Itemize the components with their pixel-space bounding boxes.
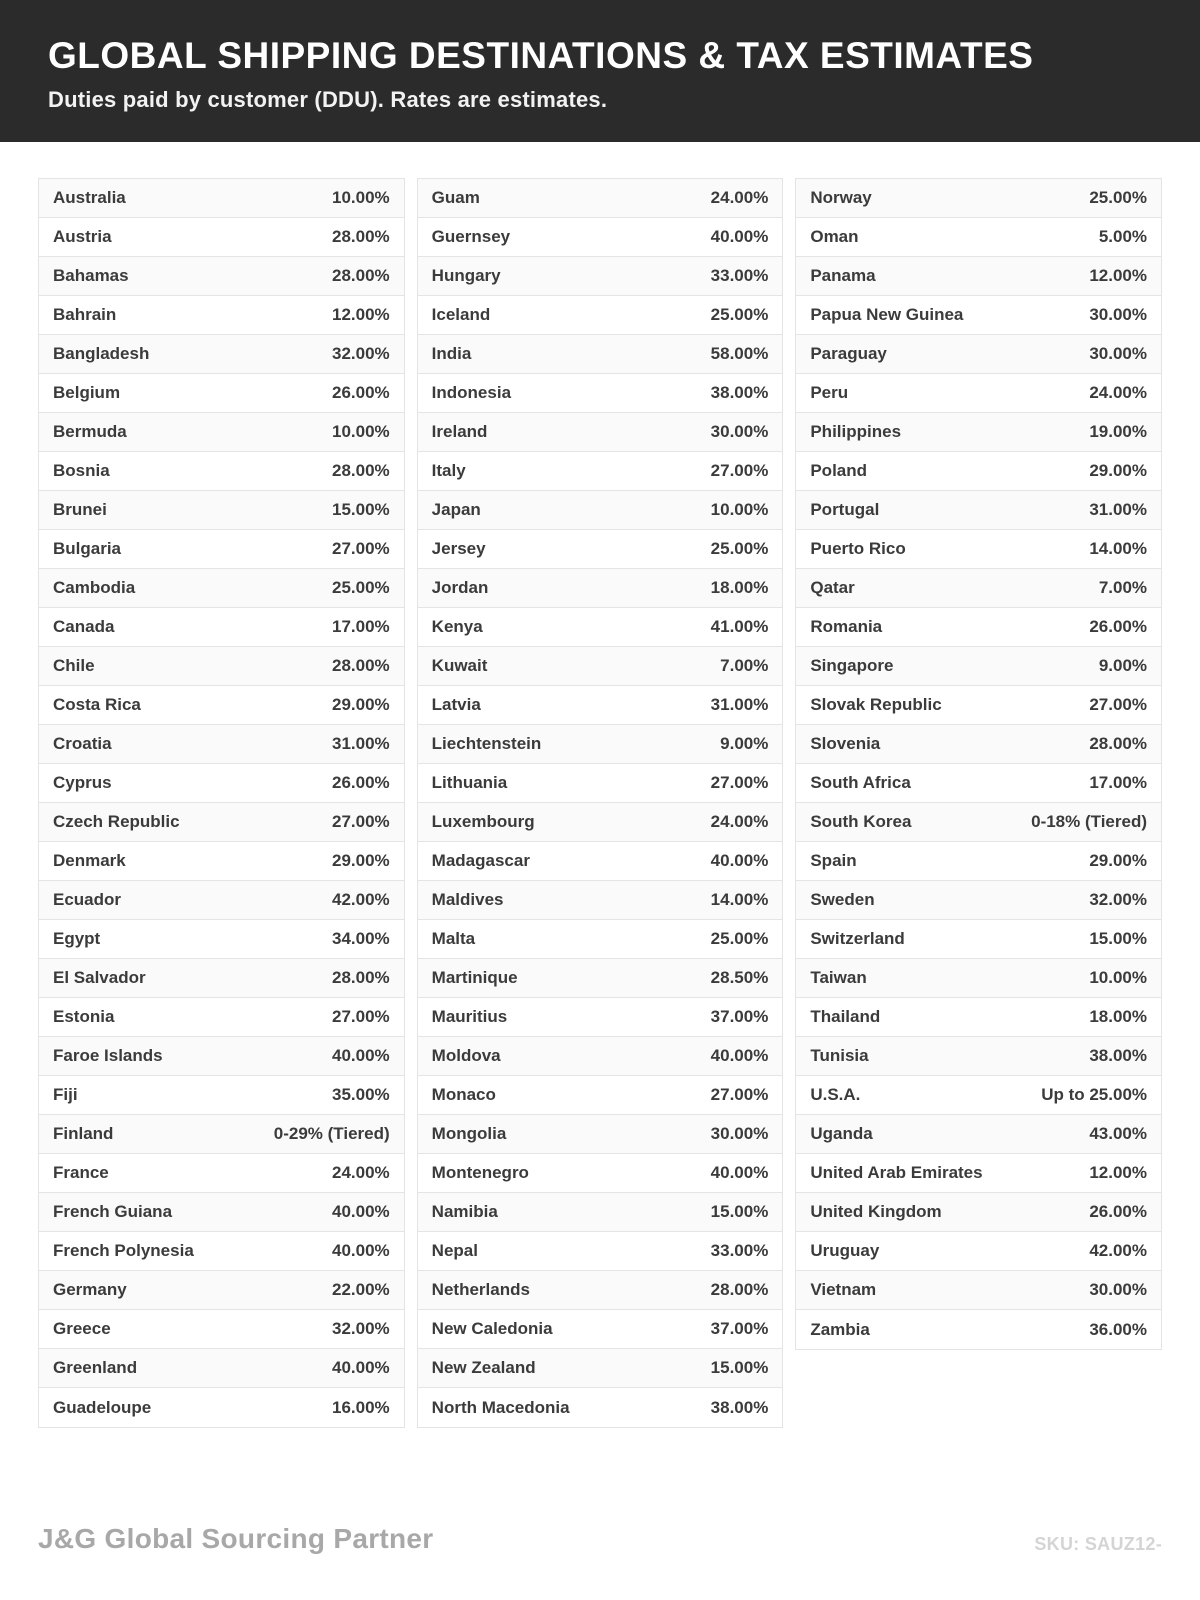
- table-row: [39, 647, 404, 686]
- tax-rate: 35.00%: [332, 1085, 390, 1104]
- table-row: [39, 803, 404, 842]
- tax-rate: 30.00%: [1089, 344, 1148, 363]
- table-row: [39, 335, 404, 374]
- table-row: [796, 491, 1161, 530]
- country-name: Madagascar: [431, 851, 530, 870]
- country-name: Mongolia: [431, 1124, 507, 1143]
- tax-rate: 25.00%: [1089, 188, 1148, 207]
- country-name: Bosnia: [53, 461, 110, 480]
- table-row: [418, 257, 783, 296]
- country-name: Montenegro: [431, 1163, 529, 1182]
- table-row: [796, 803, 1161, 842]
- tax-rate: 12.00%: [1089, 1163, 1148, 1182]
- tax-rate: 40.00%: [332, 1241, 390, 1260]
- table-row: [418, 959, 783, 998]
- tax-rate: 27.00%: [332, 1007, 390, 1026]
- table-row: [39, 452, 404, 491]
- country-name: Croatia: [53, 734, 112, 753]
- table-row: [796, 452, 1161, 491]
- tax-rate: 26.00%: [1089, 617, 1148, 636]
- table-row: [796, 374, 1161, 413]
- table-row: [39, 764, 404, 803]
- country-name: Portugal: [810, 500, 880, 519]
- tax-rate: 24.00%: [1089, 383, 1148, 402]
- country-name: Mauritius: [431, 1007, 508, 1026]
- table-row: [796, 569, 1161, 608]
- country-name: United Arab Emirates: [810, 1163, 983, 1182]
- tax-rate: 40.00%: [710, 227, 769, 246]
- tax-rate: 28.50%: [710, 968, 769, 987]
- country-name: India: [431, 344, 472, 363]
- country-name: Cyprus: [53, 773, 112, 792]
- tax-rate: 30.00%: [710, 1124, 769, 1143]
- table-row: [796, 764, 1161, 803]
- tax-rate: 14.00%: [710, 890, 769, 909]
- table-row: [418, 530, 783, 569]
- tax-rate: 29.00%: [1089, 851, 1148, 870]
- page-subtitle: Duties paid by customer (DDU). Rates are estimates.: [48, 86, 608, 112]
- tax-rate: 27.00%: [332, 812, 390, 831]
- tax-rate: 25.00%: [710, 305, 769, 324]
- country-name: Sweden: [810, 890, 875, 909]
- table-row: [39, 1076, 404, 1115]
- table-row: [418, 1076, 783, 1115]
- country-name: Netherlands: [431, 1280, 530, 1299]
- table-row: [39, 998, 404, 1037]
- country-name: Costa Rica: [53, 695, 141, 714]
- table-row: [418, 569, 783, 608]
- tax-rate: 12.00%: [1089, 266, 1148, 285]
- table-row: [418, 920, 783, 959]
- country-name: French Polynesia: [53, 1241, 194, 1260]
- table-row: [39, 1349, 404, 1388]
- table-row: [418, 374, 783, 413]
- country-name: Australia: [53, 188, 126, 207]
- country-name: Jordan: [431, 578, 489, 597]
- table-row: [796, 686, 1161, 725]
- country-name: Malta: [431, 929, 476, 948]
- table-row: [39, 179, 404, 218]
- table-row: [39, 491, 404, 530]
- tax-rate: 27.00%: [1089, 695, 1148, 714]
- country-name: Estonia: [53, 1007, 115, 1026]
- country-name: El Salvador: [53, 968, 146, 987]
- country-name: Iceland: [431, 305, 491, 324]
- country-name: Norway: [810, 188, 872, 207]
- country-name: Namibia: [431, 1202, 498, 1221]
- country-name: Bermuda: [53, 422, 127, 441]
- country-name: Lithuania: [431, 773, 508, 792]
- rate-table-column-1: [38, 178, 405, 1428]
- country-name: Vietnam: [810, 1280, 877, 1299]
- tax-rate: 15.00%: [710, 1202, 769, 1221]
- tax-rate: 40.00%: [332, 1046, 390, 1065]
- country-name: Guam: [431, 188, 480, 207]
- table-row: [39, 569, 404, 608]
- table-row: [418, 413, 783, 452]
- country-name: Peru: [810, 383, 849, 402]
- table-row: [796, 218, 1161, 257]
- tax-rate: 29.00%: [332, 695, 390, 714]
- table-row: [39, 920, 404, 959]
- tax-rate: 38.00%: [1089, 1046, 1148, 1065]
- table-row: [418, 218, 783, 257]
- table-row: [418, 335, 783, 374]
- tax-rate: 27.00%: [332, 539, 390, 558]
- tax-rate: 27.00%: [710, 1085, 769, 1104]
- tax-rate: 30.00%: [1089, 305, 1148, 324]
- country-name: Kuwait: [431, 656, 488, 675]
- country-name: Denmark: [53, 851, 126, 870]
- tax-rate: 58.00%: [710, 344, 769, 363]
- table-row: [418, 1193, 783, 1232]
- country-name: Ecuador: [53, 890, 122, 909]
- tax-rate: 24.00%: [332, 1163, 390, 1182]
- table-row: [418, 647, 783, 686]
- table-row: [796, 725, 1161, 764]
- table-row: [418, 1232, 783, 1271]
- tax-rate: 5.00%: [1098, 227, 1148, 246]
- tax-rate: 36.00%: [1089, 1319, 1148, 1339]
- tax-rate: 7.00%: [1098, 578, 1148, 597]
- country-name: Romania: [810, 617, 883, 636]
- tax-rate: 18.00%: [710, 578, 769, 597]
- table-row: [796, 1310, 1161, 1349]
- country-name: Greece: [53, 1319, 111, 1338]
- tax-rate: 10.00%: [710, 500, 769, 519]
- country-name: Martinique: [431, 968, 518, 987]
- country-name: Bahrain: [53, 305, 117, 324]
- country-name: Bulgaria: [53, 539, 122, 558]
- table-row: [796, 998, 1161, 1037]
- country-name: South Africa: [810, 773, 911, 792]
- tax-rate: 40.00%: [332, 1358, 390, 1377]
- country-name: Papua New Guinea: [810, 305, 964, 324]
- country-name: Poland: [810, 461, 868, 480]
- country-name: Singapore: [810, 656, 894, 675]
- tax-rate: 22.00%: [332, 1280, 390, 1299]
- country-name: Ireland: [431, 422, 488, 441]
- country-name: French Guiana: [53, 1202, 173, 1221]
- table-row: [39, 1271, 404, 1310]
- tax-rate: 31.00%: [710, 695, 769, 714]
- country-name: Philippines: [810, 422, 902, 441]
- table-row: [39, 1310, 404, 1349]
- tax-rate: 40.00%: [710, 1163, 769, 1182]
- tax-rate: 41.00%: [710, 617, 769, 636]
- country-name: United Kingdom: [810, 1202, 942, 1221]
- table-row: [39, 257, 404, 296]
- country-name: North Macedonia: [431, 1397, 570, 1417]
- tax-rate: 26.00%: [332, 773, 390, 792]
- table-row: [39, 686, 404, 725]
- tax-rate: 28.00%: [710, 1280, 769, 1299]
- tax-rate: 40.00%: [710, 1046, 769, 1065]
- table-row: [796, 842, 1161, 881]
- tax-rate: 19.00%: [1089, 422, 1148, 441]
- country-name: Germany: [53, 1280, 127, 1299]
- table-row: [39, 218, 404, 257]
- tax-rate: 30.00%: [710, 422, 769, 441]
- tax-rate: 25.00%: [332, 578, 390, 597]
- tax-rate: 24.00%: [710, 188, 769, 207]
- tax-rate: 10.00%: [332, 422, 390, 441]
- country-name: Japan: [431, 500, 481, 519]
- tax-rate: 38.00%: [710, 383, 769, 402]
- country-name: Kenya: [431, 617, 483, 636]
- table-row: [39, 413, 404, 452]
- table-row: [796, 1271, 1161, 1310]
- country-name: Monaco: [431, 1085, 496, 1104]
- country-name: Nepal: [431, 1241, 478, 1260]
- table-row: [39, 1232, 404, 1271]
- country-name: Jersey: [431, 539, 486, 558]
- tax-rate: 18.00%: [1089, 1007, 1148, 1026]
- tax-rate: 32.00%: [1089, 890, 1148, 909]
- tax-rate: 17.00%: [1089, 773, 1148, 792]
- tax-rate: 28.00%: [332, 656, 390, 675]
- country-name: Brunei: [53, 500, 107, 519]
- tax-rate: 32.00%: [332, 1319, 390, 1338]
- tax-rate: 12.00%: [332, 305, 390, 324]
- table-row: [796, 179, 1161, 218]
- tax-rate: 7.00%: [720, 656, 769, 675]
- table-row: [39, 1037, 404, 1076]
- table-row: [39, 1388, 404, 1427]
- table-row: [418, 1388, 783, 1427]
- country-name: Fiji: [53, 1085, 78, 1104]
- table-row: [796, 1232, 1161, 1271]
- tax-rate: 40.00%: [710, 851, 769, 870]
- table-row: [39, 1154, 404, 1193]
- country-name: France: [53, 1163, 109, 1182]
- country-name: Slovenia: [810, 734, 881, 753]
- country-name: Oman: [810, 227, 859, 246]
- tax-rate: 28.00%: [1089, 734, 1148, 753]
- table-row: [418, 998, 783, 1037]
- table-row: [796, 1154, 1161, 1193]
- tax-rate: 25.00%: [710, 929, 769, 948]
- table-row: [418, 764, 783, 803]
- table-row: [39, 530, 404, 569]
- tax-rate: 10.00%: [1089, 968, 1148, 987]
- country-name: Spain: [810, 851, 857, 870]
- tax-rate: 30.00%: [1089, 1280, 1148, 1299]
- table-row: [796, 608, 1161, 647]
- table-row: [796, 1115, 1161, 1154]
- tax-rate: 25.00%: [710, 539, 769, 558]
- country-name: Paraguay: [810, 344, 887, 363]
- country-name: Guernsey: [431, 227, 511, 246]
- tax-rate: 43.00%: [1089, 1124, 1148, 1143]
- table-row: [418, 491, 783, 530]
- tax-rate: 31.00%: [1089, 500, 1148, 519]
- country-name: Panama: [810, 266, 876, 285]
- table-row: [39, 959, 404, 998]
- table-row: [39, 1193, 404, 1232]
- country-name: Maldives: [431, 890, 504, 909]
- tax-rate: 38.00%: [710, 1397, 769, 1417]
- country-name: Puerto Rico: [810, 539, 906, 558]
- tax-rate: 9.00%: [720, 734, 769, 753]
- country-name: Taiwan: [810, 968, 867, 987]
- table-row: [418, 725, 783, 764]
- table-row: [796, 530, 1161, 569]
- table-row: [418, 1271, 783, 1310]
- table-row: [418, 608, 783, 647]
- table-row: [39, 881, 404, 920]
- sku-label: SKU: SAUZ12-: [1034, 1534, 1162, 1554]
- tax-rate: 33.00%: [710, 266, 769, 285]
- page-footer: [38, 1523, 1162, 1555]
- tax-rate: 17.00%: [332, 617, 390, 636]
- table-row: [418, 686, 783, 725]
- table-row: [796, 257, 1161, 296]
- table-row: [796, 335, 1161, 374]
- tax-rate: 16.00%: [332, 1397, 390, 1417]
- tax-rate: 33.00%: [710, 1241, 769, 1260]
- tax-rate: 28.00%: [332, 227, 390, 246]
- tax-rate: 27.00%: [710, 461, 769, 480]
- table-row: [418, 1037, 783, 1076]
- country-name: Liechtenstein: [431, 734, 542, 753]
- table-row: [418, 803, 783, 842]
- tax-rate: 0-18% (Tiered): [1031, 812, 1148, 831]
- country-name: Latvia: [431, 695, 481, 714]
- tax-rate: 40.00%: [332, 1202, 390, 1221]
- table-row: [796, 296, 1161, 335]
- tax-rate: 37.00%: [710, 1007, 769, 1026]
- country-name: Austria: [53, 227, 112, 246]
- table-row: [418, 842, 783, 881]
- country-name: Cambodia: [53, 578, 136, 597]
- country-name: Switzerland: [810, 929, 905, 948]
- tax-rate: 14.00%: [1089, 539, 1148, 558]
- country-name: Slovak Republic: [810, 695, 942, 714]
- tax-rate: 34.00%: [332, 929, 390, 948]
- table-row: [39, 374, 404, 413]
- rate-table-column-2: [417, 178, 784, 1428]
- tax-rate: 28.00%: [332, 461, 390, 480]
- country-name: Belgium: [53, 383, 121, 402]
- country-name: New Zealand: [431, 1358, 536, 1377]
- country-name: Bangladesh: [53, 344, 150, 363]
- tax-rate: 29.00%: [332, 851, 390, 870]
- rate-table-column-3: [795, 178, 1162, 1350]
- country-name: Luxembourg: [431, 812, 535, 831]
- tax-rate: 15.00%: [332, 500, 390, 519]
- country-name: Zambia: [810, 1319, 870, 1339]
- table-row: [796, 413, 1161, 452]
- tax-rate: 15.00%: [1089, 929, 1148, 948]
- country-name: Egypt: [53, 929, 101, 948]
- tax-rate: 42.00%: [1089, 1241, 1148, 1260]
- tax-rate: 37.00%: [710, 1319, 769, 1338]
- country-name: South Korea: [810, 812, 912, 831]
- table-row: [418, 881, 783, 920]
- country-name: Thailand: [810, 1007, 881, 1026]
- tax-rate: 28.00%: [332, 266, 390, 285]
- page-title: GLOBAL SHIPPING DESTINATIONS & TAX ESTIMATES: [48, 35, 1034, 76]
- country-name: Faroe Islands: [53, 1046, 163, 1065]
- country-name: Finland: [53, 1124, 114, 1143]
- table-row: [39, 608, 404, 647]
- table-row: [796, 1037, 1161, 1076]
- country-name: Uruguay: [810, 1241, 880, 1260]
- table-row: [418, 1310, 783, 1349]
- table-row: [418, 1154, 783, 1193]
- country-name: U.S.A.: [810, 1085, 861, 1104]
- tax-rate: 15.00%: [710, 1358, 769, 1377]
- brand-text: J&G Global Sourcing Partner: [38, 1523, 434, 1554]
- country-name: New Caledonia: [431, 1319, 553, 1338]
- country-name: Bahamas: [53, 266, 129, 285]
- tax-rate: 9.00%: [1098, 656, 1148, 675]
- table-row: [418, 179, 783, 218]
- tax-rate: 42.00%: [332, 890, 390, 909]
- rate-tables: [38, 178, 1162, 1428]
- country-name: Uganda: [810, 1124, 873, 1143]
- country-name: Italy: [431, 461, 466, 480]
- tax-rate: 32.00%: [332, 344, 390, 363]
- country-name: Greenland: [53, 1358, 138, 1377]
- table-row: [796, 881, 1161, 920]
- country-name: Moldova: [431, 1046, 501, 1065]
- table-row: [418, 1349, 783, 1388]
- table-row: [796, 959, 1161, 998]
- country-name: Tunisia: [810, 1046, 869, 1065]
- tax-rate: 29.00%: [1089, 461, 1148, 480]
- table-row: [39, 842, 404, 881]
- tax-rate: 0-29% (Tiered): [273, 1124, 390, 1143]
- table-row: [39, 1115, 404, 1154]
- table-row: [796, 1193, 1161, 1232]
- country-name: Canada: [53, 617, 115, 636]
- tax-rate: 28.00%: [332, 968, 390, 987]
- tax-rate: 10.00%: [332, 188, 390, 207]
- tax-rate: Up to 25.00%: [1041, 1085, 1148, 1104]
- country-name: Chile: [53, 656, 95, 675]
- page-header: [0, 0, 1200, 142]
- tax-rate: 26.00%: [1089, 1202, 1148, 1221]
- tax-rate: 31.00%: [332, 734, 390, 753]
- table-row: [418, 452, 783, 491]
- country-name: Czech Republic: [53, 812, 180, 831]
- table-row: [796, 647, 1161, 686]
- table-row: [418, 296, 783, 335]
- tax-rate: 24.00%: [710, 812, 769, 831]
- country-name: Qatar: [810, 578, 855, 597]
- country-name: Hungary: [431, 266, 501, 285]
- table-row: [39, 296, 404, 335]
- table-row: [796, 920, 1161, 959]
- tax-rate: 26.00%: [332, 383, 390, 402]
- table-row: [418, 1115, 783, 1154]
- table-row: [796, 1076, 1161, 1115]
- country-name: Guadeloupe: [53, 1397, 152, 1417]
- country-name: Indonesia: [431, 383, 512, 402]
- table-row: [39, 725, 404, 764]
- tax-rate: 27.00%: [710, 773, 769, 792]
